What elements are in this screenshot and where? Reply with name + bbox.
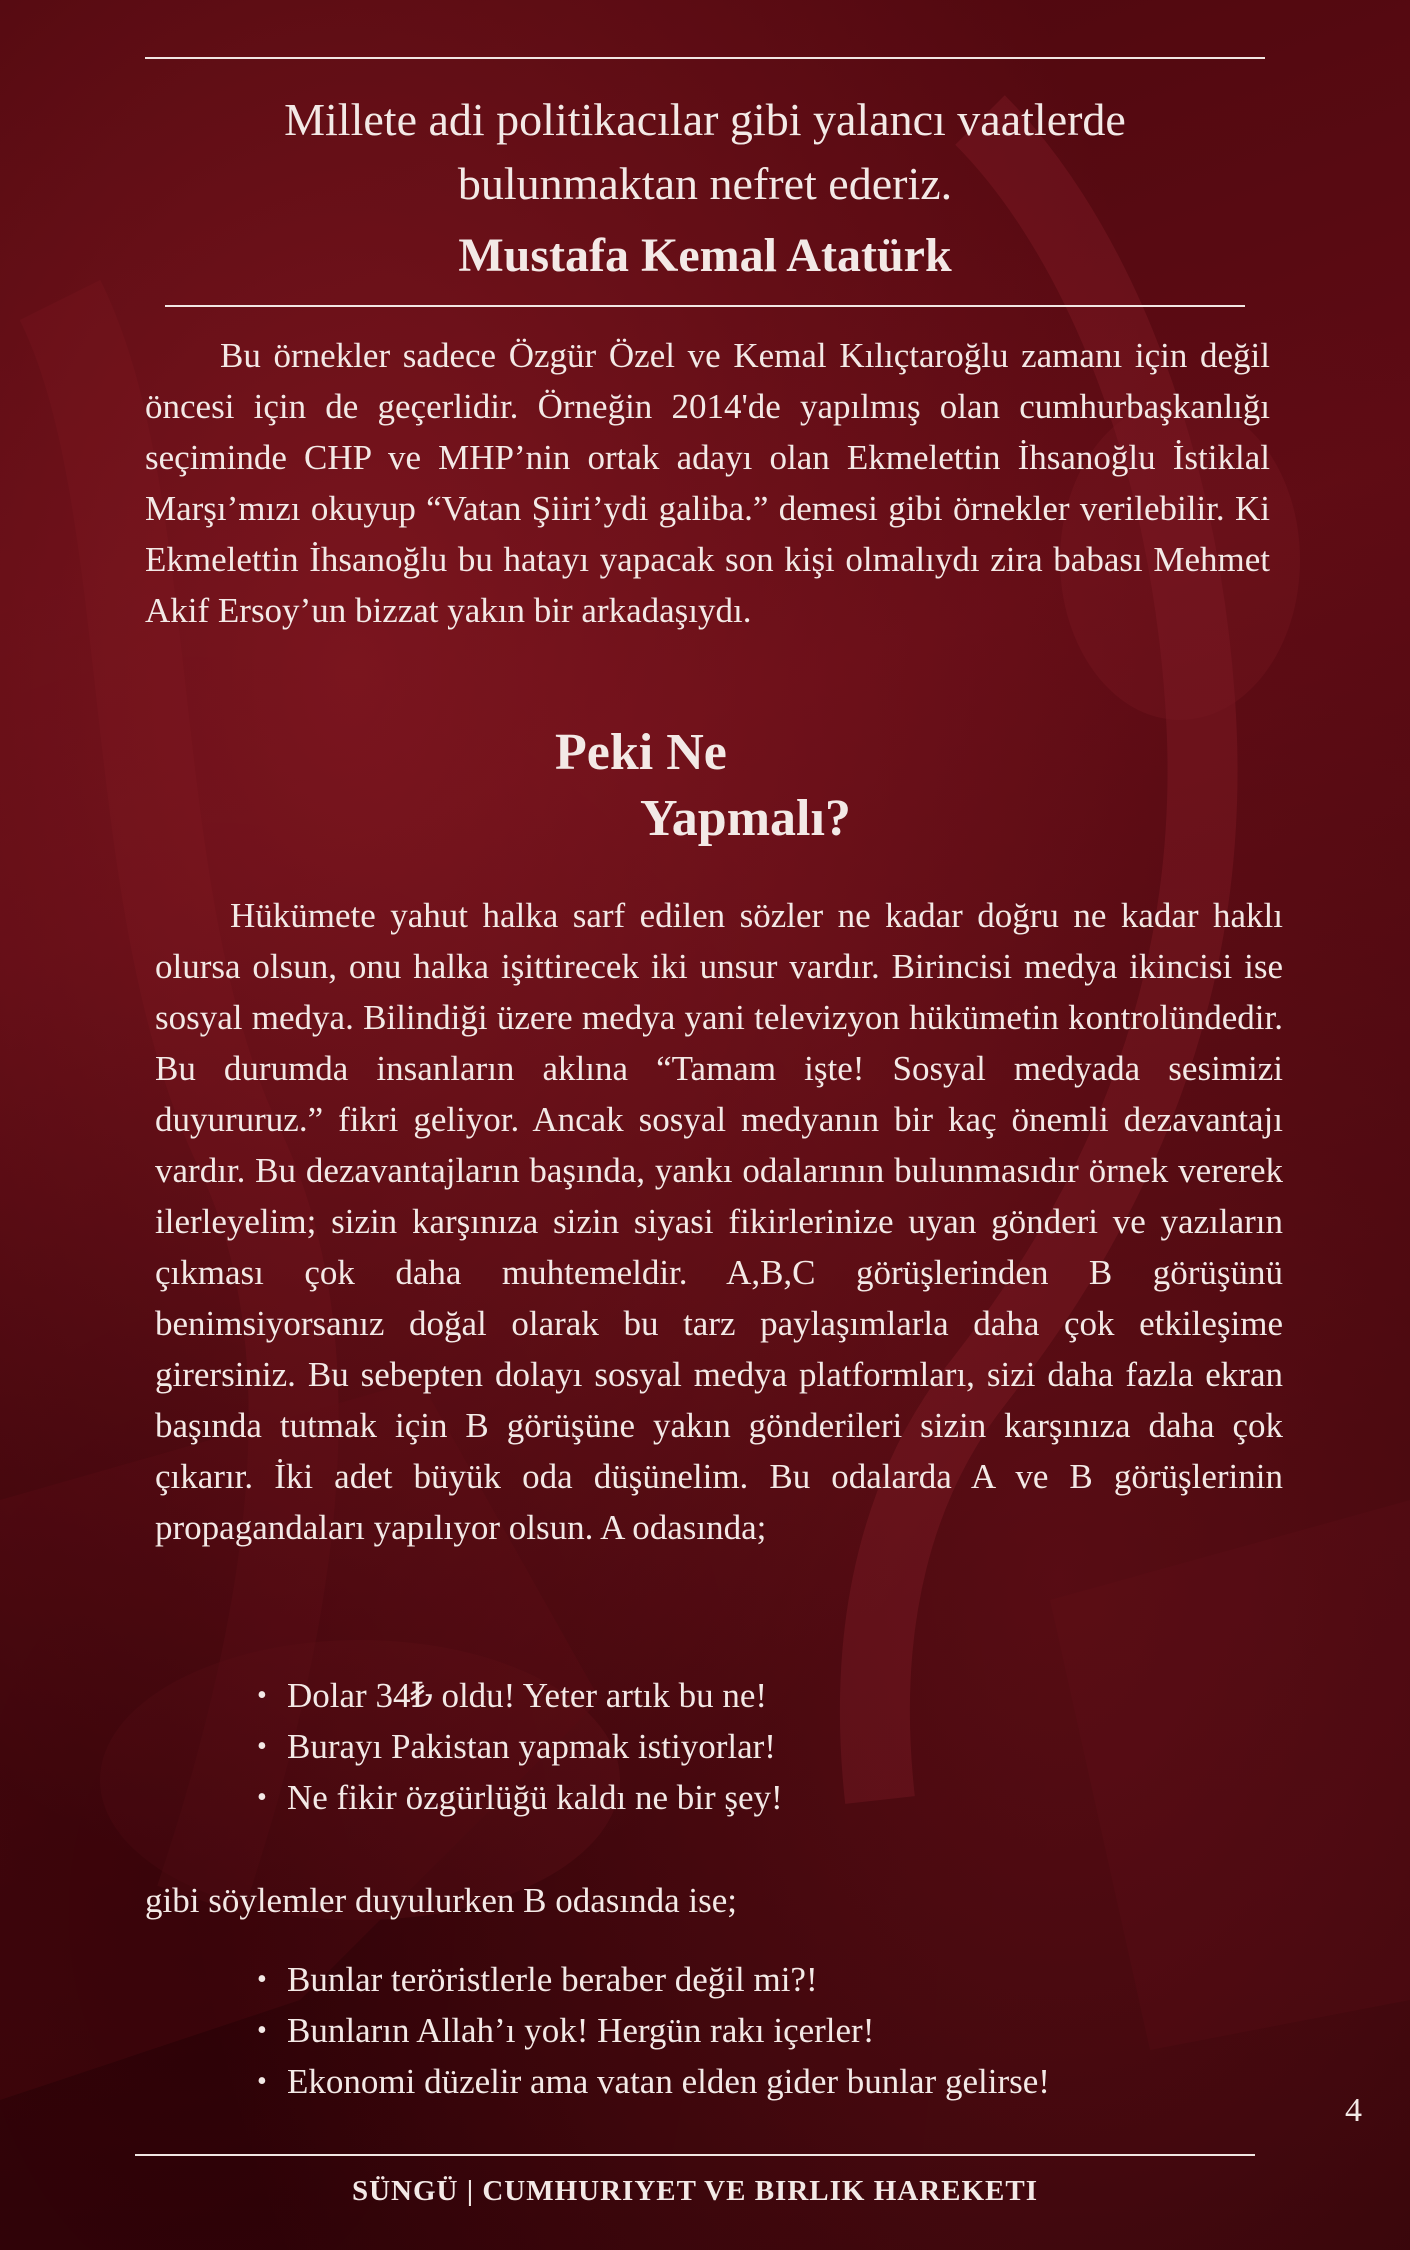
section-heading-line-2: Yapmalı? xyxy=(640,790,851,847)
intro-paragraph: Bu örnekler sadece Özgür Özel ve Kemal Kılıçtaroğlu zamanı için değil öncesi için de geçerlidir. Örneğin 2014'de yapılmış olan cumhurbaşkanlığı seçiminde CHP ve MHP’nin ortak adayı olan Ekmelettin İhsanoğlu İstiklal Marşı’mızı okuyup “Vatan Şiiri’ydi galiba.” demesi gibi örnekler verilebilir. Ki Ekmelettin İhsanoğlu bu hatayı yapacak son kişi olmalıydı zira babası Mehmet Akif Ersoy’un bizzat yakın bir arkadaşıydı. xyxy=(145,336,1270,630)
list-item: • Bunlar teröristlerle beraber değil mi?! xyxy=(255,1954,1050,2005)
quote-block xyxy=(150,88,1260,216)
list-item: • Burayı Pakistan yapmak istiyorlar! xyxy=(255,1721,783,1772)
quote-line-1: Millete adi politikacılar gibi yalancı vaatlerde xyxy=(284,94,1126,145)
list-item: • Ekonomi düzelir ama vatan elden gider bunlar gelirse! xyxy=(255,2056,1050,2107)
room-b-statements xyxy=(255,1954,1050,2107)
quote-author: Mustafa Kemal Atatürk xyxy=(458,229,952,282)
list-item: • Dolar 34₺ oldu! Yeter artık bu ne! xyxy=(255,1670,783,1721)
body-paragraph: Hükümete yahut halka sarf edilen sözler ne kadar doğru ne kadar haklı olursa olsun, onu halka işittirecek iki unsur vardır. Birincisi medya ikincisi ise sosyal medya. Bilindiği üzere medya yani televizyon hükümetin kontrolündedir. Bu durumda insanların aklına “Tamam işte! Sosyal medyada sesimizi duyururuz.” fikri geliyor. Ancak sosyal medyanın bir kaç önemli dezavantajı vardır. Bu dezavantajların başında, yankı odalarının bulunmasıdır örnek vererek ilerleyelim; sizin karşınıza sizin siyasi fikirlerinize uyan gönderi ve yazıların çıkması çok daha muhtemeldir. A,B,C görüşlerinden B görüşünü benimsiyorsanız doğal olarak bu tarz paylaşımlarla daha çok etkileşime girersiniz. Bu sebepten dolayı sosyal medya platformları, sizi daha fazla ekran başında tutmak için B görüşüne yakın gönderileri sizin karşınıza daha çok çıkarır. İki adet büyük oda düşünelim. Bu odalarda A ve B görüşlerinin propagandaları yapılıyor olsun. A odasında; xyxy=(155,896,1283,1547)
room-a-statements xyxy=(255,1670,783,1823)
top-rule xyxy=(145,57,1265,59)
quote-line-2: bulunmaktan nefret ederiz. xyxy=(457,158,953,209)
quote-bottom-rule xyxy=(165,305,1245,307)
list-item: • Bunların Allah’ı yok! Hergün rakı içerler! xyxy=(255,2005,1050,2056)
page-number: 4 xyxy=(1345,2092,1362,2129)
list-item: • Ne fikir özgürlüğü kaldı ne bir şey! xyxy=(255,1772,783,1823)
transition-text: gibi söylemler duyulurken B odasında ise; xyxy=(145,1881,737,1920)
section-heading-line-1: Peki Ne xyxy=(555,724,727,781)
footer-title: SÜNGÜ | CUMHURIYET VE BIRLIK HAREKETI xyxy=(351,2175,1039,2207)
footer-rule xyxy=(135,2154,1255,2156)
